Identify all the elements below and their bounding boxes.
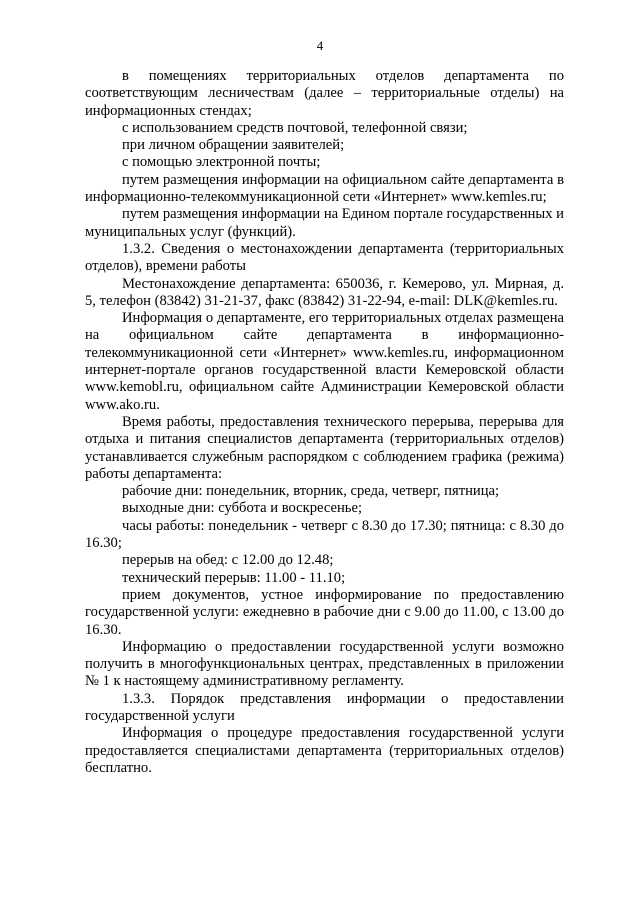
paragraph-unified-portal: путем размещения информации на Едином портале государственных и муниципальных услуг (функций). bbox=[85, 206, 564, 240]
paragraph-working-days: рабочие дни: понедельник, вторник, среда, четверг, пятница; bbox=[122, 483, 500, 500]
document-body bbox=[85, 68, 564, 777]
paragraph-technical-break: технический перерыв: 11.00 - 11.10; bbox=[122, 569, 346, 586]
page-number: 4 bbox=[316, 38, 324, 53]
paragraph-mfc: Информацию о предоставлении государственной услуги возможно получить в многофункциональных центрах, представленных в приложении № 1 к настоящему административному регламенту. bbox=[85, 638, 564, 690]
paragraph-postal-phone: с использованием средств почтовой, телефонной связи; bbox=[122, 119, 468, 136]
paragraph-email: с помощью электронной почты; bbox=[122, 154, 321, 171]
paragraph-location: Местонахождение департамента: 650036, г. Кемерово, ул. Мирная, д. 5, телефон (83842) 31-21-37, факс (83842) 31-22-94, e-mail: DLK@kemles.ru. bbox=[85, 275, 564, 309]
paragraph-working-hours: часы работы: понедельник - четверг с 8.30 до 17.30; пятница: с 8.30 до 16.30; bbox=[85, 517, 564, 552]
paragraph-days-off: выходные дни: суббота и воскресенье; bbox=[122, 500, 362, 517]
paragraph-document-reception: прием документов, устное информирование по предоставлению государственной услуги: ежедневно в рабочие дни с 9.00 до 11.00, с 13.00 до 16.30. bbox=[85, 586, 564, 638]
paragraph-free-of-charge: Информация о процедуре предоставления государственной услуги предоставляется специалистами департамента (территориальных отделов) бесплатно. bbox=[85, 725, 564, 776]
paragraph-official-site: путем размещения информации на официальном сайте департамента в информационно-телекоммуникационной сети «Интернет» www.kemles.ru; bbox=[85, 171, 564, 206]
paragraph-information-sites: Информация о департаменте, его территориальных отделах размещена на официальном сайте департамента в информационно-телекоммуникационной сети «Интернет» www.kemles.ru, информационном интернет-портале органов государственной власти Кемеровской области www.kemobl.ru, официальном сайте Администрации Кемеровской области www.ako.ru. bbox=[85, 310, 564, 413]
section-heading-1-3-3: 1.3.3. Порядок представления информации о предоставлении государственной услуги bbox=[85, 690, 564, 724]
paragraph-lunch-break: перерыв на обед: с 12.00 до 12.48; bbox=[122, 552, 334, 569]
paragraph-personal-visit: при личном обращении заявителей; bbox=[122, 137, 345, 154]
paragraph-work-time: Время работы, предоставления технического перерыва, перерыва для отдыха и питания специалистов департамента (территориальных отделов) устанавливается служебным распорядком с соблюдением графика (режима) работы департамента: bbox=[85, 413, 564, 482]
section-heading-1-3-2: 1.3.2. Сведения о местонахождении департамента (территориальных отделов), времени работы bbox=[85, 240, 564, 275]
paragraph-stands: в помещениях территориальных отделов департамента по соответствующим лесничествам (далее – территориальные отделы) на информационных стендах; bbox=[85, 68, 564, 119]
